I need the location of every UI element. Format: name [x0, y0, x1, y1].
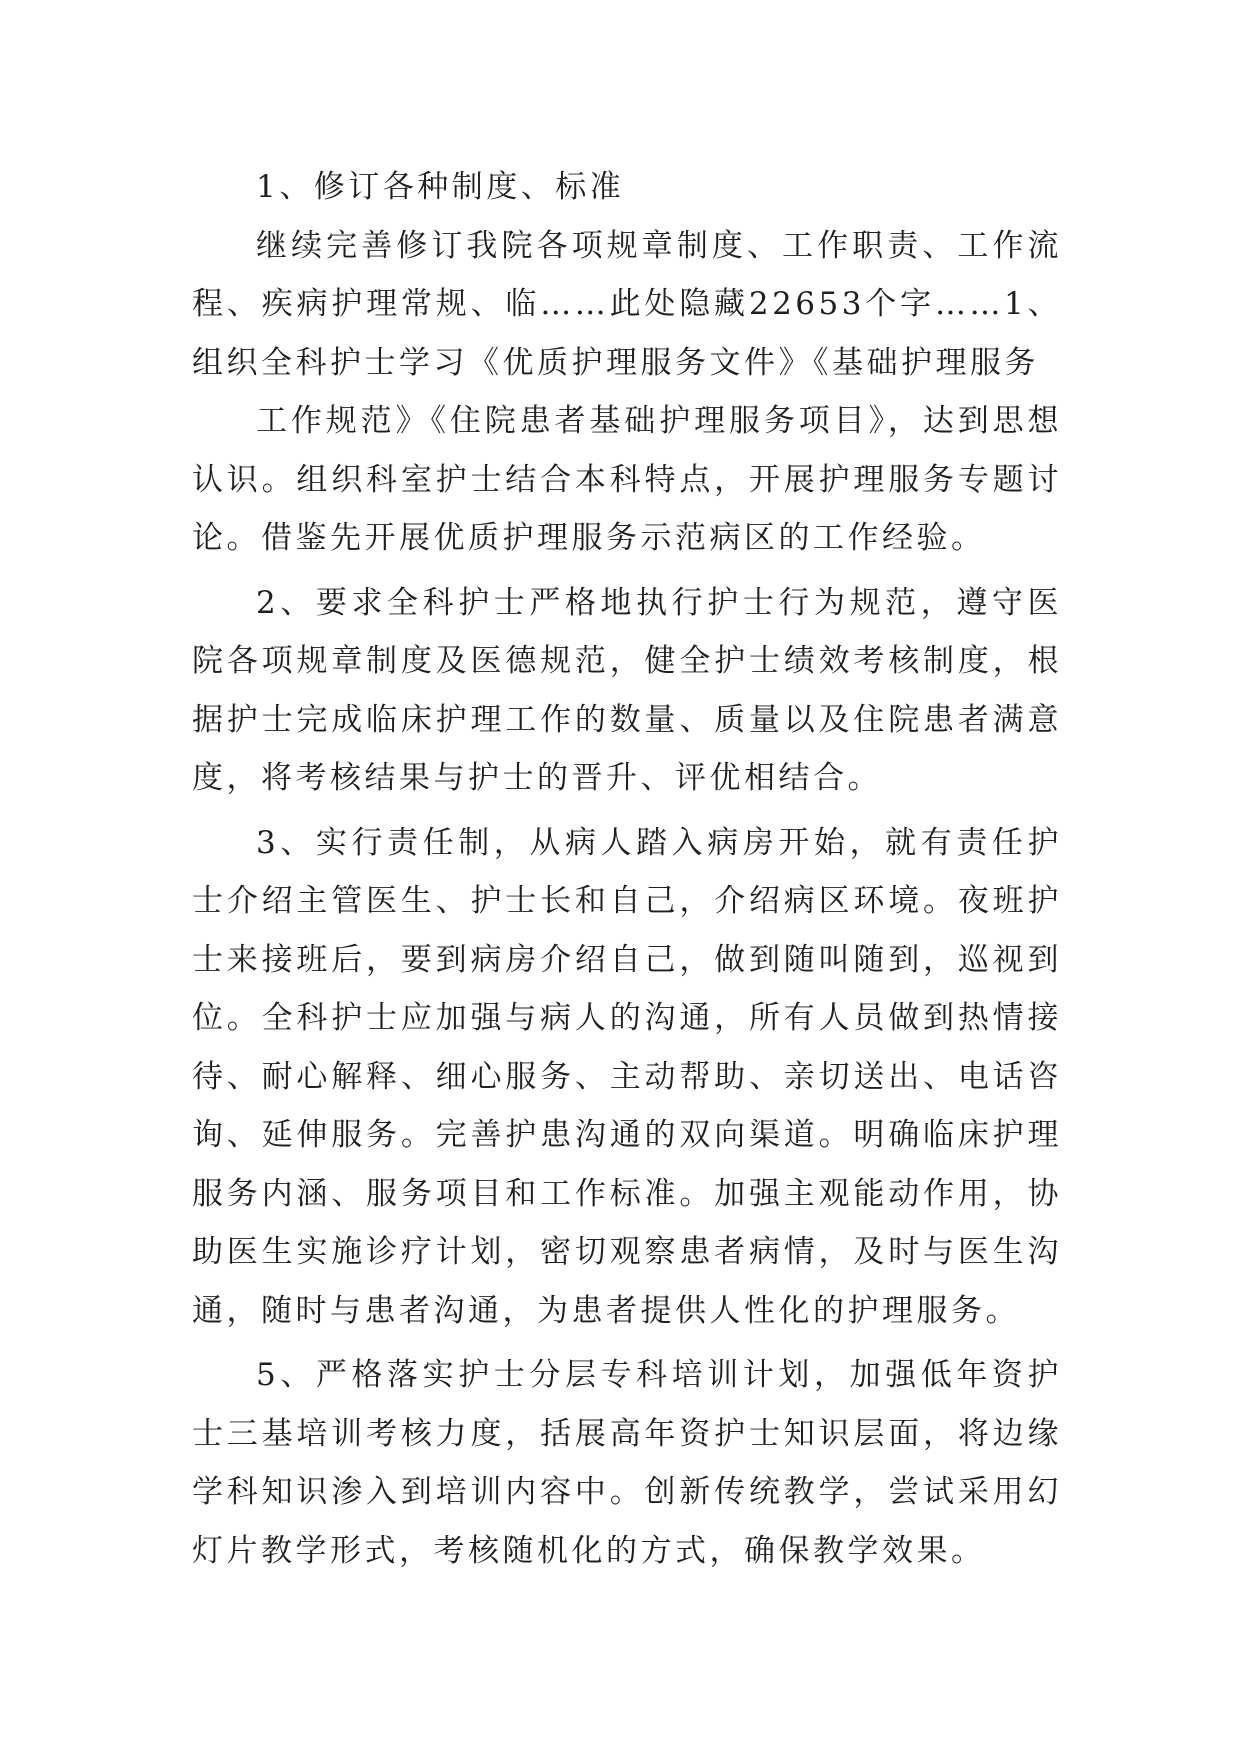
section-heading: 1、修订各种制度、标准 — [256, 169, 625, 205]
paragraph: 3、实行责任制，从病人踏入病房开始，就有责任护士介绍主管医生、护士长和自己，介绍病区环境。夜班护士来接班后，要到病房介绍自己，做到随叫随到，巡视到位。全科护士应加强与病人的沟通，所有人员做到热情接待、耐心解释、细心服务、主动帮助、亲切送出、电话咨询、延伸服务。完善护患沟通的双向渠道。明确临床护理服务内涵、服务项目和工作标准。加强主观能动作用，协助医生实施诊疗计划，密切观察患者病情，及时与医生沟通，随时与患者沟通，为患者提供人性化的护理服务。 — [192, 824, 1062, 1329]
paragraph: 工作规范》《住院患者基础护理服务项目》，达到思想认识。组织科室护士结合本科特点，开展护理服务专题讨论。借鉴先开展优质护理服务示范病区的工作经验。 — [192, 403, 1062, 556]
paragraph: 继续完善修订我院各项规章制度、工作职责、工作流程、疾病护理常规、临……此处隐藏22653个字……1、组织全科护士学习《优质护理服务文件》《基础护理服务 — [192, 227, 1062, 381]
paragraph: 5、严格落实护士分层专科培训计划，加强低年资护士三基培训考核力度，括展高年资护士知识层面，将边缘学科知识渗入到培训内容中。创新传统教学，尝试采用幻灯片教学形式，考核随机化的方式，确保教学效果。 — [192, 1357, 1062, 1569]
paragraph: 2、要求全科护士严格地执行护士行为规范，遵守医院各项规章制度及医德规范，健全护士绩效考核制度，根据护士完成临床护理工作的数量、质量以及住院患者满意度，将考核结果与护士的晋升、评优相结合。 — [192, 584, 1062, 796]
document-body — [192, 158, 1062, 1580]
